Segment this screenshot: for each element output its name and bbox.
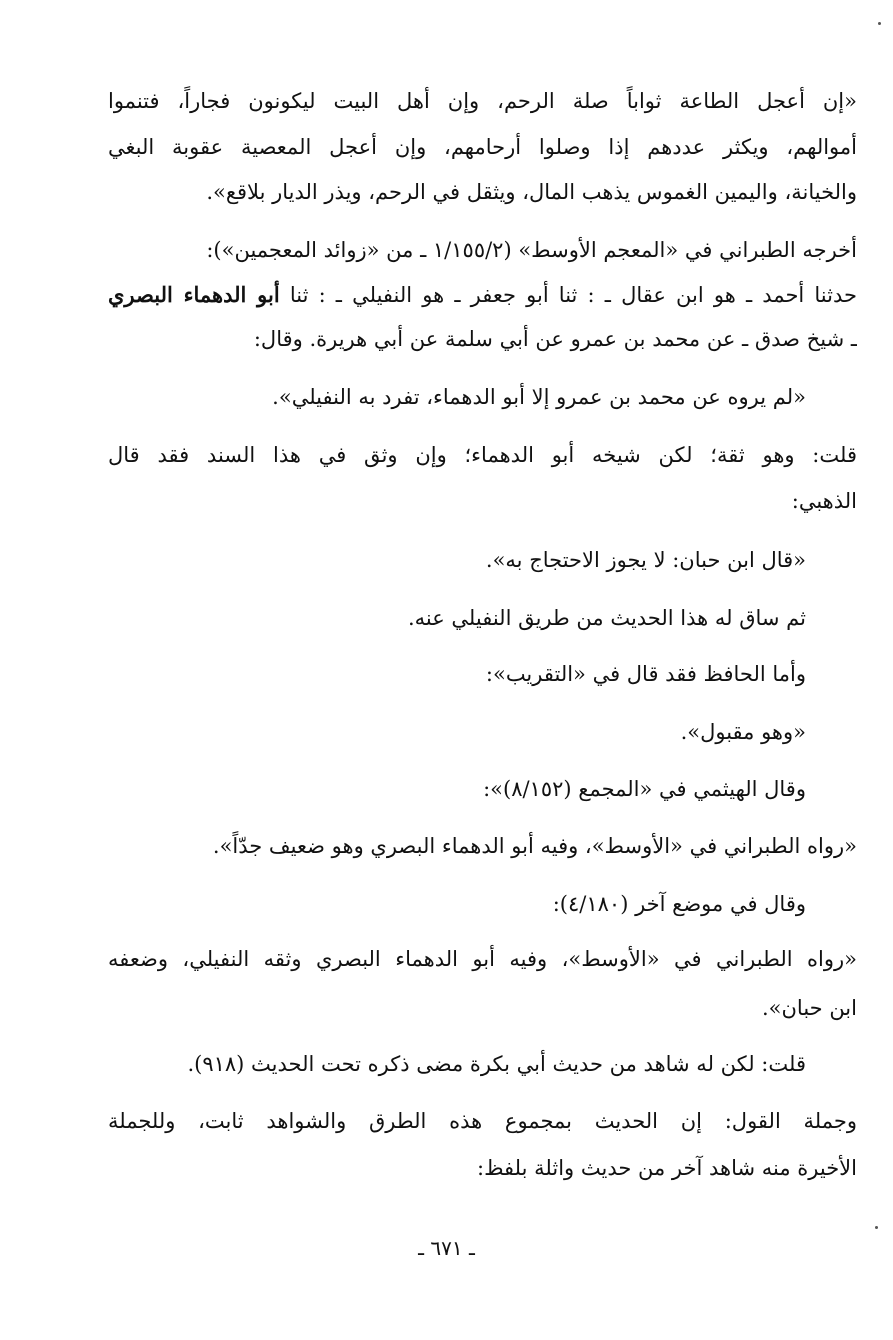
summary-line-1: وجملة القول: إن الحديث بمجموع هذه الطرق والشواهد ثابت، وللجملة [108, 1109, 857, 1133]
comment-line-2: الذهبي: [791, 489, 857, 513]
summary-line-2: الأخيرة منه شاهد آخر من حديث واثلة بلفظ: [477, 1156, 857, 1180]
quote-line-5: «رواه الطبراني في «الأوسط»، وفيه أبو الدهماء البصري وثقه النفيلي، وضعفه [108, 947, 857, 971]
narrator-name-bold: أبو الدهماء البصري [108, 282, 280, 307]
hadith-line-2: أموالهم، ويكثر عددهم إذا وصلوا أرحامهم، وإن أعجل المعصية عقوبة البغي [108, 135, 857, 159]
scan-speck [878, 22, 881, 25]
text-line-2: وأما الحافظ فقد قال في «التقريب»: [485, 662, 806, 686]
hadith-line-3: والخيانة، واليمين الغموس يذهب المال، ويثقل في الرحم، ويذر الديار بلاقع». [206, 180, 857, 204]
quote-line-6: ابن حبان». [761, 996, 857, 1020]
text-line-4: وقال في موضع آخر (٤/١٨٠): [552, 892, 806, 916]
quote-line-2: «قال ابن حبان: لا يجوز الاحتجاج به». [485, 548, 806, 572]
text-line-1: ثم ساق له هذا الحديث من طريق النفيلي عنه. [407, 606, 806, 630]
hadith-line-1: «إن أعجل الطاعة ثواباً صلة الرحم، وإن أهل البيت ليكونون فجاراً، فتنموا [108, 89, 857, 113]
quote-line-4: «رواه الطبراني في «الأوسط»، وفيه أبو الدهماء البصري وهو ضعيف جدّاً». [212, 834, 857, 858]
comment-line-1: قلت: وهو ثقة؛ لكن شيخه أبو الدهماء؛ وإن وثق في هذا السند فقد قال [108, 443, 857, 467]
quote-line-1: «لم يروه عن محمد بن عمرو إلا أبو الدهماء، تفرد به النفيلي». [272, 385, 806, 409]
text-line-3: وقال الهيثمي في «المجمع (٨/١٥٢)»: [483, 777, 806, 801]
quote-line-3: «وهو مقبول». [680, 720, 806, 744]
scan-speck [875, 1226, 878, 1229]
isnad-line-1 [108, 278, 857, 314]
comment-line-3: قلت: لكن له شاهد من حديث أبي بكرة مضى ذكره تحت الحديث (٩١٨). [187, 1052, 806, 1076]
isnad-text: حدثنا أحمد ـ هو ابن عقال ـ : ثنا أبو جعفر ـ هو النفيلي ـ : ثنا [279, 283, 857, 307]
page-number: ـ ٦٧١ ـ [418, 1236, 475, 1260]
isnad-line-2: ـ شيخ صدق ـ عن محمد بن عمرو عن أبي سلمة عن أبي هريرة. وقال: [253, 327, 857, 351]
takhrij-line-1: أخرجه الطبراني في «المعجم الأوسط» (١/١٥٥/٢ ـ من «زوائد المعجمين»): [206, 238, 857, 262]
